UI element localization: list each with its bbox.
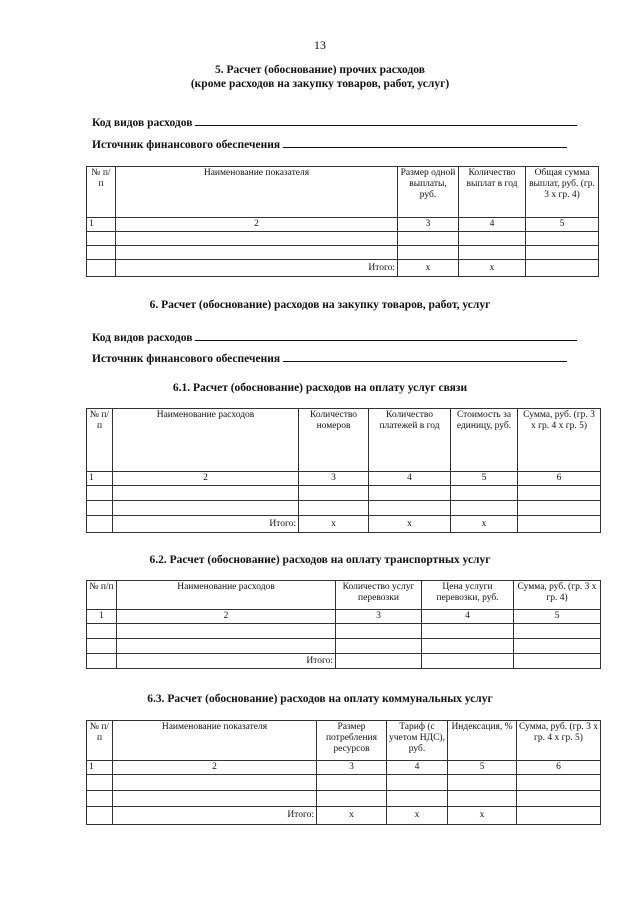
total-label: Итого: <box>113 807 317 825</box>
section-5-title: 5. Расчет (обоснование) прочих расходов <box>215 64 425 76</box>
s6-code-label: Код видов расходов <box>92 332 193 344</box>
total-label: Итого: <box>116 260 398 277</box>
section-6-title: 6. Расчет (обоснование) расходов на закупку товаров, работ, услуг <box>149 299 491 311</box>
num-cell: 1 <box>87 218 116 232</box>
table-row <box>87 791 601 807</box>
header-cell: Наименование показателя <box>116 167 398 218</box>
header-cell: Количество выплат в год <box>459 167 526 218</box>
header-cell: № п/п <box>87 721 113 761</box>
header-cell: Общая сумма выплат, руб. (гр. 3 х гр. 4) <box>526 167 599 218</box>
s5-source-label: Источник финансового обеспечения <box>92 139 281 151</box>
table-row <box>87 218 599 232</box>
table-row <box>87 486 601 501</box>
s6-source-input-line[interactable] <box>283 351 567 362</box>
num-cell: 3 <box>336 610 422 624</box>
header-cell: Наименование расходов <box>113 409 299 472</box>
s5-source-input-line[interactable] <box>283 137 567 148</box>
s5-code-field <box>92 115 577 129</box>
s5-code-input-line[interactable] <box>195 115 577 126</box>
table-row <box>87 246 599 260</box>
table-row <box>87 260 599 277</box>
num-cell: 3 <box>317 761 387 775</box>
total-label: Итого: <box>117 654 336 669</box>
header-cell: Размер одной выплаты, руб. <box>398 167 459 218</box>
header-cell: Тариф (с учетом НДС), руб. <box>387 721 448 761</box>
num-cell: 6 <box>517 761 601 775</box>
table-row <box>87 721 601 761</box>
table-row <box>87 501 601 516</box>
table-row <box>87 472 601 486</box>
section-6-1-title: 6.1. Расчет (обоснование) расходов на оплату услуг связи <box>172 382 468 394</box>
table-row <box>87 409 601 472</box>
total-cell: х <box>299 516 369 533</box>
num-cell: 5 <box>526 218 599 232</box>
table-row <box>87 167 599 218</box>
header-cell: Сумма, руб. (гр. 3 х гр. 4 х гр. 5) <box>518 409 601 472</box>
table-6-1 <box>86 408 601 533</box>
num-cell: 1 <box>87 610 117 624</box>
total-cell: х <box>369 516 451 533</box>
header-cell: Стоимость за единицу, руб. <box>451 409 518 472</box>
s6-source-field <box>92 351 567 365</box>
table-row <box>87 516 601 533</box>
s5-source-field <box>92 137 567 151</box>
s6-code-input-line[interactable] <box>195 330 577 341</box>
table-row <box>87 581 601 610</box>
s6-code-field <box>92 330 577 344</box>
header-cell: Количество платежей в год <box>369 409 451 472</box>
num-cell: 4 <box>369 472 451 486</box>
num-cell: 1 <box>87 472 113 486</box>
header-cell: Количество номеров <box>299 409 369 472</box>
header-cell: Размер потребления ресурсов <box>317 721 387 761</box>
num-cell: 6 <box>518 472 601 486</box>
num-cell: 1 <box>87 761 113 775</box>
total-cell: х <box>459 260 526 277</box>
header-cell: Наименование расходов <box>117 581 336 610</box>
table-row <box>87 807 601 825</box>
num-cell: 3 <box>299 472 369 486</box>
num-cell: 2 <box>116 218 398 232</box>
header-cell: № п/п <box>87 409 113 472</box>
section-6-3-title: 6.3. Расчет (обоснование) расходов на оплату коммунальных услуг <box>147 693 493 705</box>
header-cell: № п/п <box>87 167 116 218</box>
table-row <box>87 639 601 654</box>
section-6-2-title: 6.2. Расчет (обоснование) расходов на оплату транспортных услуг <box>149 554 491 566</box>
header-cell: Цена услуги перевозки, руб. <box>422 581 514 610</box>
table-row <box>87 610 601 624</box>
table-row <box>87 654 601 669</box>
num-cell: 4 <box>387 761 448 775</box>
num-cell: 4 <box>459 218 526 232</box>
total-label: Итого: <box>113 516 299 533</box>
total-cell: х <box>317 807 387 825</box>
s5-code-label: Код видов расходов <box>92 117 193 129</box>
header-cell: Сумма, руб. (гр. 3 х гр. 4 х гр. 5) <box>517 721 601 761</box>
table-row <box>87 761 601 775</box>
header-cell: Количество услуг перевозки <box>336 581 422 610</box>
num-cell: 5 <box>514 610 601 624</box>
table-6-3 <box>86 720 601 825</box>
page-number: 13 <box>314 38 326 52</box>
total-cell: х <box>398 260 459 277</box>
header-cell: Сумма, руб. (гр. 3 х гр. 4) <box>514 581 601 610</box>
total-cell: х <box>387 807 448 825</box>
table-row <box>87 232 599 246</box>
num-cell: 2 <box>113 472 299 486</box>
table-row <box>87 775 601 791</box>
s6-source-label: Источник финансового обеспечения <box>92 353 281 365</box>
header-cell: Индексация, % <box>448 721 517 761</box>
table-6-2 <box>86 580 601 669</box>
table-row <box>87 624 601 639</box>
num-cell: 2 <box>117 610 336 624</box>
total-cell: х <box>451 516 518 533</box>
num-cell: 2 <box>113 761 317 775</box>
num-cell: 3 <box>398 218 459 232</box>
header-cell: Наименование показателя <box>113 721 317 761</box>
total-cell: х <box>448 807 517 825</box>
header-cell: № п/п <box>87 581 117 610</box>
num-cell: 5 <box>451 472 518 486</box>
section-5-subtitle: (кроме расходов на закупку товаров, работ, услуг) <box>190 78 450 90</box>
table-5 <box>86 166 599 277</box>
num-cell: 4 <box>422 610 514 624</box>
num-cell: 5 <box>448 761 517 775</box>
